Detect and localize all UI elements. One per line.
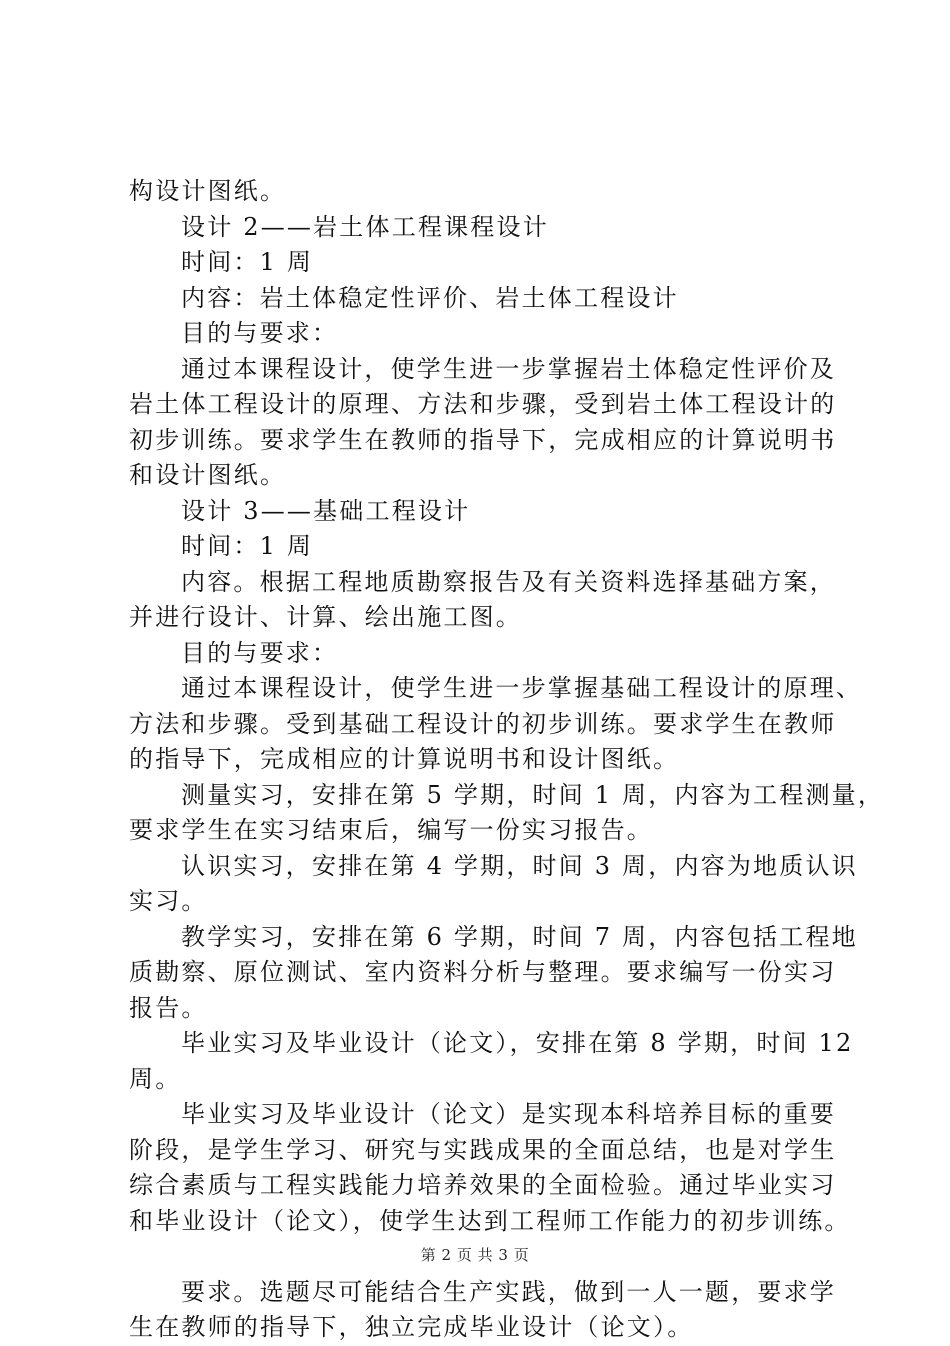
text-line: 阶段，是学生学习、研究与实践成果的全面总结，也是对学生 [129, 1135, 837, 1164]
text-line: 方法和步骤。受到基础工程设计的初步训练。要求学生在教师 [129, 709, 837, 738]
text-line: 初步训练。要求学生在教师的指导下，完成相应的计算说明书 [129, 425, 837, 454]
text-line: 目的与要求： [181, 319, 339, 347]
text-line: 毕业实习及毕业设计（论文）是实现本科培养目标的重要 [181, 1100, 836, 1128]
text-line: 设计 2——岩土体工程课程设计 [181, 212, 549, 241]
text-line: 周。 [129, 1064, 182, 1093]
text-line: 测量实习，安排在第 5 学期，时间 1 周，内容为工程测量， [181, 780, 885, 809]
text-line: 目的与要求： [181, 638, 339, 667]
text-line: 要求。选题尽可能结合生产实践，做到一人一题，要求学 [181, 1277, 836, 1306]
text-line: 要求学生在实习结束后，编写一份实习报告。 [129, 816, 653, 844]
text-line: 内容：岩土体稳定性评价、岩土体工程设计 [181, 283, 679, 312]
text-line: 报告。 [129, 993, 208, 1022]
text-line: 构设计图纸。 [129, 177, 287, 205]
text-line: 内容。根据工程地质勘察报告及有关资料选择基础方案， [181, 567, 836, 596]
text-line: 岩土体工程设计的原理、方法和步骤，受到岩土体工程设计的 [129, 390, 837, 418]
text-line: 和毕业设计（论文），使学生达到工程师工作能力的初步训练。 [129, 1206, 851, 1235]
text-line: 通过本课程设计，使学生进一步掌握岩土体稳定性评价及 [181, 354, 836, 383]
text-line: 设计 3——基础工程设计 [181, 496, 471, 525]
page-footer: 第 2 页 共 3 页 [420, 1246, 530, 1264]
text-line: 质勘察、原位测试、室内资料分析与整理。要求编写一份实习 [129, 958, 837, 986]
text-line: 和设计图纸。 [129, 461, 287, 489]
text-line: 认识实习，安排在第 4 学期，时间 3 周，内容为地质认识 [181, 851, 858, 880]
text-line: 的指导下，完成相应的计算说明书和设计图纸。 [129, 745, 680, 773]
text-line: 生在教师的指导下，独立完成毕业设计（论文）。 [129, 1313, 694, 1341]
text-line: 并进行设计、计算、绘出施工图。 [129, 603, 522, 631]
text-line: 毕业实习及毕业设计（论文），安排在第 8 学期，时间 12 [181, 1029, 854, 1057]
text-line: 通过本课程设计，使学生进一步掌握基础工程设计的原理、 [181, 674, 863, 702]
document-body [129, 174, 885, 1346]
text-line: 时间：1 周 [181, 248, 314, 276]
text-line: 时间：1 周 [181, 532, 314, 560]
text-line: 实习。 [129, 887, 208, 915]
text-line: 教学实习，安排在第 6 学期，时间 7 周，内容包括工程地 [181, 922, 858, 951]
text-line: 综合素质与工程实践能力培养效果的全面检验。通过毕业实习 [129, 1171, 837, 1199]
